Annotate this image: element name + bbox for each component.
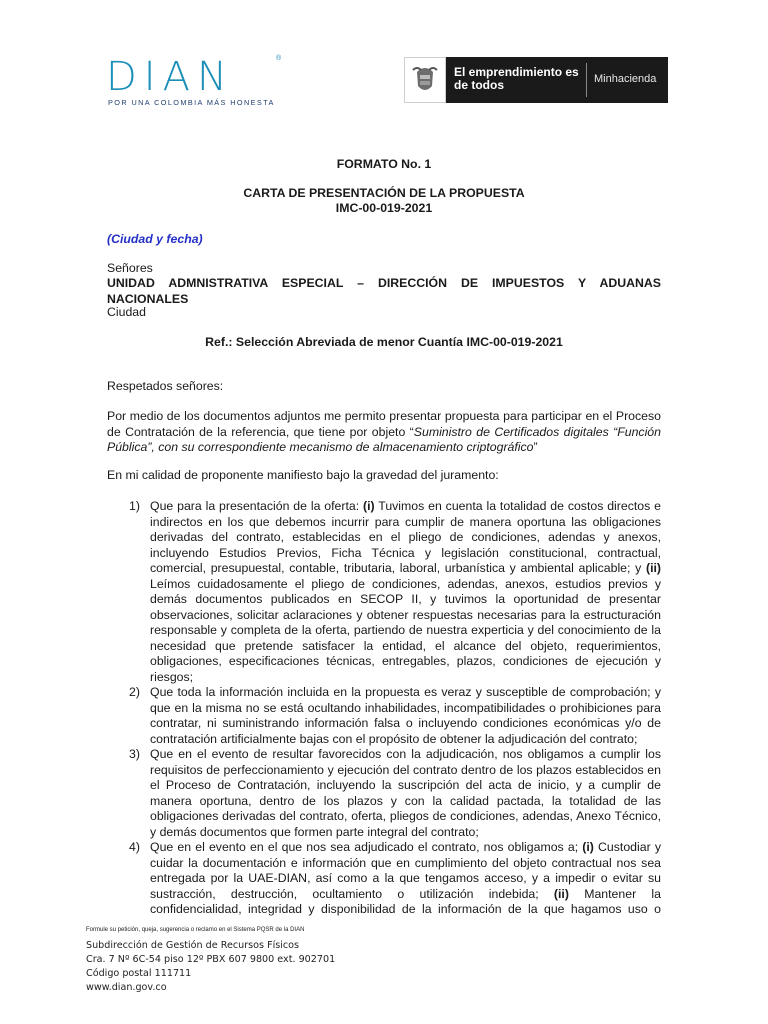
registered-mark: ® (276, 55, 282, 62)
item-text: Leímos cuidadosamente el pliego de condiciones, adendas, anexos, estudios previos y demás documentos publicados en SECOP II, y tuvimos la oportunidad de presentar observaciones, solicitar aclaraciones y obtener respuestas necesarias para la estructuración responsable y completa de la oferta, partiendo de nuestra experticia y del conocimiento de la necesidad que pretende satisfacer la entidad, el alcance del objeto, requerimientos, obligaciones, especificaciones técnicas, entregables, plazos, condiciones de ejecución y riesgos; (150, 576, 661, 684)
oath-statement: En mi calidad de proponente manifiesto bajo la gravedad del juramento: (107, 468, 499, 482)
item-text: Que para la presentación de la oferta: (150, 499, 364, 513)
contract-object: Suministro de Certificados digitales “Función Pública”, con su correspondiente mecanismo de almacenamiento criptográfico (107, 424, 661, 454)
colombia-seal-icon (404, 57, 446, 103)
pqsr-note: Formule su petición, queja, sugerencia o reclamo en el Sistema PQSR de la DIAN (86, 927, 305, 933)
government-slogan: El emprendimiento es de todos (454, 65, 579, 92)
footer-postal-code: Código postal 111711 (86, 968, 192, 979)
declarations-list (107, 499, 661, 918)
item-number: 3) (129, 747, 140, 761)
process-code: IMC-00-019-2021 (335, 201, 433, 215)
salutation-to: Señores (107, 261, 153, 275)
item-marker: (ii) (645, 561, 661, 575)
list-item (107, 499, 661, 685)
list-item (107, 840, 661, 918)
item-text: Que toda la información incluida en la propuesta es veraz y susceptible de comprobación; y que en la misma no se está ocultando inhabilidades, incompatibilidades o prohibiciones para contratar, ni suministrando información falsa o incluyendo condiciones económicas y/o de contratación artificialmente bajas con el propósito de obtener la adjudicación del contrato; (150, 685, 661, 746)
reference-line: Ref.: Selección Abreviada de menor Cuantía IMC-00-019-2021 (205, 335, 563, 349)
item-marker: (ii) (553, 886, 569, 901)
footer-address: Cra. 7 Nº 6C-54 piso 12º PBX 607 9800 ext. 902701 (86, 954, 336, 965)
item-text: Custodiar y cuidar la documentación e información que en cumplimiento del objeto contractual nos sea entregada por la UAE-DIAN, así como a la que tengamos acceso, y a impedir o evitar su sustracción, destrucción, ocultamiento o utilización indebida; (150, 840, 661, 901)
city-date-placeholder: (Ciudad y fecha) (107, 232, 203, 246)
format-number: FORMATO No. 1 (336, 157, 432, 171)
list-item (107, 685, 661, 747)
list-item (107, 747, 661, 840)
item-text: Que en el evento de resultar favorecidos con la adjudicación, nos obligamos a cumplir los requisitos de perfeccionamiento y ejecución del contrato dentro de los plazos establecidos en el Proceso de Contratación, incluyendo la suscripción del acta de inicio, y a cumplir de manera oportuna, dentro de los plazos y con la calidad pactada, la totalidad de las obligaciones derivadas del contrato, oferta, pliegos de condiciones, adendas, Anexo Técnico, y demás documentos que formen parte integral del contrato; (150, 747, 661, 839)
dian-slogan: POR UNA COLOMBIA MÁS HONESTA (108, 98, 275, 107)
item-text: Mantener la confidencialidad, integridad y disponibilidad de la información de la que hagamos uso o (150, 886, 661, 916)
intro-text: Por medio de los documentos adjuntos me permito presentar propuesta para participar en el Proceso de Contratación de la referencia, que tiene por objeto “ (107, 409, 661, 439)
banner-divider (586, 63, 587, 97)
item-text: Tuvimos en cuenta la totalidad de costos directos e indirectos en los que debemos incurrir para cumplir de manera oportuna las obligaciones derivadas del contrato, establecidas en el pliego de condiciones, adendas y anexos, incluyendo Estudios Previos, Ficha Técnica y legislación constitucional, contractual, comercial, presupuestal, contable, tributaria, laboral, urbanística y ambiental aplicable; y (150, 499, 661, 575)
item-text: Que en el evento en el que nos sea adjudicado el contrato, nos obligamos a; (150, 840, 583, 854)
recipient-entity: UNIDAD ADMNISTRATIVA ESPECIAL – DIRECCIÓN DE IMPUESTOS Y ADUANAS NACIONALES (107, 276, 661, 306)
item-marker: (i) (582, 840, 594, 854)
recipient-city: Ciudad (107, 305, 146, 319)
intro-paragraph (107, 409, 661, 456)
government-banner (404, 57, 668, 103)
greeting: Respetados señores: (107, 379, 224, 393)
intro-close: ” (533, 440, 538, 454)
dian-logo-text: DIAN (106, 54, 234, 100)
item-number: 2) (129, 685, 140, 699)
ministry-label: Minhacienda (594, 73, 657, 85)
dian-logo (106, 55, 286, 107)
item-number: 1) (129, 499, 140, 513)
document-title: CARTA DE PRESENTACIÓN DE LA PROPUESTA (243, 186, 525, 200)
item-number: 4) (129, 840, 140, 854)
footer-department: Subdirección de Gestión de Recursos Físicos (86, 940, 300, 951)
footer-website-link[interactable]: www.dian.gov.co (86, 982, 167, 993)
item-marker: (i) (363, 499, 375, 513)
